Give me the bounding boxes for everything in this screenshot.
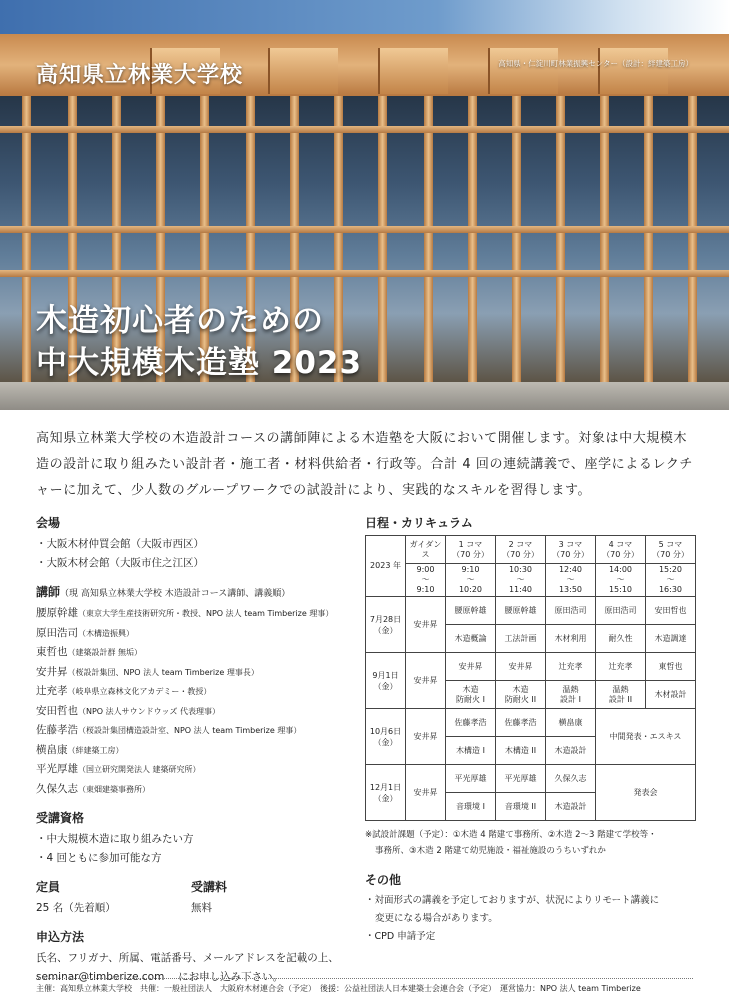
time-start: 14:00 <box>608 565 633 574</box>
topic-cell: 温熱 設計 I <box>546 681 596 709</box>
lecturer-name: 辻充孝 <box>36 685 68 697</box>
left-column <box>36 514 356 987</box>
other-line: 変更になる場合があります。 <box>375 913 498 924</box>
other-line: ・対面形式の講義を予定しておりますが、状況によりリモート講義に <box>365 895 660 906</box>
lecturer-item <box>36 741 356 761</box>
schedule-table <box>365 535 696 821</box>
lecturer-name: 腰原幹雄 <box>36 607 78 619</box>
topic-cell: 木材利用 <box>546 625 596 653</box>
lecturers-heading-sub: （現 高知県立林業大学校 木造設計コース講師、講義順） <box>60 589 291 599</box>
schedule-note <box>365 827 695 859</box>
topic-cell: 木構造 II <box>496 737 546 765</box>
column-duration: （70 分） <box>602 549 639 559</box>
hero-eave-beam <box>268 48 338 94</box>
topic-cell: 耐久性 <box>596 625 646 653</box>
topic-cell: 木造設計 <box>546 793 596 821</box>
hero-ground <box>0 382 729 410</box>
photo-credit: 高知県・仁淀川町林業振興センター（設計：絆建築工房） <box>498 59 693 68</box>
topic-cell: 温熱 設計 II <box>596 681 646 709</box>
time-cell <box>406 564 446 597</box>
lecturer-cell: 安田哲也 <box>646 597 696 625</box>
lecturer-name: 安田哲也 <box>36 704 78 717</box>
hero-column <box>424 96 433 388</box>
time-cell <box>646 564 696 597</box>
hero-column <box>22 96 31 388</box>
time-tilde: 〜 <box>516 575 525 584</box>
topic-cell: 木造概論 <box>446 625 496 653</box>
lecturer-affiliation: （国立研究開発法人 建築研究所） <box>78 765 201 774</box>
session-date <box>366 765 406 821</box>
session-day: （金） <box>373 793 398 803</box>
lecturer-affiliation: （木構造振興） <box>78 628 134 638</box>
merged-cell: 発表会 <box>596 765 696 821</box>
eligibility-item: ・中大規模木造に取り組みたい方 <box>36 833 194 845</box>
hero-column <box>556 96 565 388</box>
time-tilde: 〜 <box>666 575 675 584</box>
time-end: 13:50 <box>558 585 583 594</box>
lecturer-cell: 安井昇 <box>496 653 546 681</box>
session-row <box>366 709 696 737</box>
lecturer-cell: 横畠康 <box>546 709 596 737</box>
right-column <box>365 514 695 946</box>
schedule-time-row <box>366 564 696 597</box>
time-end: 15:10 <box>608 585 633 594</box>
topic-cell: 音環境 II <box>496 793 546 821</box>
hero-column <box>644 96 653 388</box>
time-start: 15:20 <box>658 565 683 574</box>
lecturer-cell: 佐藤孝浩 <box>496 709 546 737</box>
fee-value: 無料 <box>191 902 212 914</box>
schedule-note-line: ※試設計課題（予定）：①木造 4 階建て事務所、②木造 2〜3 階建て学校等・ <box>365 830 657 840</box>
school-name: 高知県立林業大学校 <box>36 63 244 88</box>
lecturer-cell: 平光厚雄 <box>446 765 496 793</box>
lecturer-cell: 平光厚雄 <box>496 765 546 793</box>
lecturer-name: 原田浩司 <box>36 626 78 639</box>
lecturer-cell: 佐藤孝浩 <box>446 709 496 737</box>
lecturer-cell: 辻充孝 <box>596 653 646 681</box>
time-end: 9:10 <box>416 585 435 594</box>
other-section <box>365 892 695 946</box>
hero-column <box>512 96 521 388</box>
lecturer-item <box>36 702 356 722</box>
hero-rail <box>0 226 729 233</box>
capacity-heading: 定員 <box>36 880 61 894</box>
time-end: 11:40 <box>508 585 533 594</box>
column-header <box>646 536 696 564</box>
hero-eave-beam <box>378 48 448 94</box>
lecturer-cell: 腰原幹雄 <box>496 597 546 625</box>
hero-rail <box>0 126 729 133</box>
lecturer-name: 安井昇 <box>36 665 68 678</box>
lecturer-cell: 安井昇 <box>446 653 496 681</box>
lecturer-item <box>36 721 356 741</box>
lecturer-item <box>36 780 356 800</box>
column-header: ガイダンス <box>406 536 446 564</box>
time-start: 9:00 <box>416 565 435 574</box>
fee-heading: 受講料 <box>191 880 228 894</box>
column-header <box>446 536 496 564</box>
time-tilde: 〜 <box>466 575 475 584</box>
lecturer-item <box>36 760 356 780</box>
lecturer-item <box>36 604 356 624</box>
session-date-text: 10月6日 <box>369 726 402 736</box>
lecturer-name: 久保久志 <box>36 782 78 795</box>
lecturer-cell: 原田浩司 <box>546 597 596 625</box>
guidance-cell: 安井昇 <box>406 765 446 821</box>
session-row <box>366 653 696 681</box>
hero-photo <box>0 0 729 410</box>
schedule-note-line: 事務所、③木造 2 階建て幼児施設・福祉施設のうちいずれか <box>375 846 606 856</box>
merged-cell: 中間発表・エスキス <box>596 709 696 765</box>
other-heading: その他 <box>365 873 402 887</box>
lecturer-cell: 原田浩司 <box>596 597 646 625</box>
time-end: 10:20 <box>458 585 483 594</box>
session-row <box>366 597 696 625</box>
column-duration: （70 分） <box>502 549 539 559</box>
column-label: 3 コマ <box>558 539 583 549</box>
capacity-value: 25 名（先着順） <box>36 902 116 914</box>
lecturer-cell: 久保久志 <box>546 765 596 793</box>
session-day: （金） <box>373 625 398 635</box>
lecturers-section <box>36 583 356 799</box>
session-date <box>366 709 406 765</box>
topic-cell: 木造設計 <box>546 737 596 765</box>
hero-column <box>468 96 477 388</box>
hero-column <box>378 96 387 388</box>
lecturer-affiliation: （絆建築工房） <box>67 745 124 755</box>
time-end: 16:30 <box>658 585 683 594</box>
lecturer-affiliation: （NPO 法人サウンドウッズ 代表理事） <box>78 706 221 716</box>
topic-cell: 木造調達 <box>646 625 696 653</box>
lecturers-heading <box>36 583 356 600</box>
lecturer-item <box>36 643 356 663</box>
guidance-cell: 安井昇 <box>406 709 446 765</box>
hero-column <box>688 96 697 388</box>
intro-text: 高知県立林業大学校の木造設計コースの講師陣による木造塾を大阪において開催します。対象は中大規模木造の設計に取り組みたい設計者・施工者・材料供給者・行政等。合計 4 回の連続講義で、座学によるレクチャーに加えて、少人数のグループワークでの試設計により、実践的なスキルを習得します。 <box>36 431 694 498</box>
time-cell <box>596 564 646 597</box>
footer-divider <box>36 978 693 979</box>
lecturer-name: 横畠康 <box>36 743 68 756</box>
column-duration: （70 分） <box>652 549 689 559</box>
column-label: 2 コマ <box>508 539 533 549</box>
hero-column <box>600 96 609 388</box>
session-date-text: 9月1日 <box>372 670 399 680</box>
lecturer-item <box>36 624 356 644</box>
topic-cell: 木構造 I <box>446 737 496 765</box>
eligibility-heading: 受講資格 <box>36 811 85 825</box>
time-cell <box>496 564 546 597</box>
lecturer-affiliation: （桜設計集団、NPO 法人 team Timberize 理事長） <box>67 667 259 677</box>
fee-section <box>191 878 346 918</box>
venue-item: ・大阪木材仲買会館（大阪市西区） <box>36 538 204 550</box>
apply-heading: 申込方法 <box>36 930 85 944</box>
other-line: ・CPD 申請予定 <box>365 931 436 942</box>
venue-item: ・大阪木材会館（大阪市住之江区） <box>36 557 204 569</box>
time-tilde: 〜 <box>566 575 575 584</box>
lecturer-cell: 東哲也 <box>646 653 696 681</box>
session-date-text: 7月28日 <box>369 614 402 624</box>
lecturer-affiliation: （建築設計群 無垢） <box>67 648 143 657</box>
eligibility-section <box>36 809 356 868</box>
guidance-cell: 安井昇 <box>406 653 446 709</box>
lecturer-name: 佐藤孝浩 <box>36 724 78 736</box>
session-day: （金） <box>373 737 398 747</box>
lecturer-item <box>36 663 356 683</box>
time-tilde: 〜 <box>421 575 430 584</box>
time-start: 12:40 <box>558 565 583 574</box>
time-cell <box>546 564 596 597</box>
apply-email-line[interactable]: seminar@timberize.com にお申し込み下さい。 <box>36 971 284 983</box>
session-date-text: 12月1日 <box>369 782 402 792</box>
hero-title <box>36 300 362 384</box>
time-start: 9:10 <box>461 565 480 574</box>
hero-eave-beam <box>488 48 558 94</box>
topic-cell: 木材設計 <box>646 681 696 709</box>
venue-section <box>36 514 356 573</box>
column-label: 5 コマ <box>658 539 683 549</box>
year-cell: 2023 年 <box>366 536 406 597</box>
lecturer-affiliation: （岐阜県立森林文化アカデミー・教授） <box>67 687 212 696</box>
hero-rail <box>0 270 729 277</box>
schedule-heading: 日程・カリキュラム <box>365 516 473 530</box>
hero-sky <box>0 0 729 34</box>
time-start: 10:30 <box>508 565 533 574</box>
column-duration: （70 分） <box>552 549 589 559</box>
schedule-header-row <box>366 536 696 564</box>
session-day: （金） <box>373 681 398 691</box>
topic-cell: 音環境 I <box>446 793 496 821</box>
column-label: 1 コマ <box>458 539 483 549</box>
session-row <box>366 765 696 793</box>
lecturer-item <box>36 682 356 702</box>
topic-cell: 木造 防耐火 II <box>496 681 546 709</box>
column-label: 4 コマ <box>608 539 633 549</box>
capacity-fee-row <box>36 878 356 918</box>
lecturer-name: 東哲也 <box>36 646 68 658</box>
apply-line: 氏名、フリガナ、所属、電話番号、メールアドレスを記載の上、 <box>36 952 339 964</box>
time-tilde: 〜 <box>616 575 625 584</box>
hero-eave-beam <box>598 48 668 94</box>
lecturer-affiliation: （桜設計集団構造設計室、NPO 法人 team Timberize 理事） <box>78 726 302 735</box>
footer-organizers: 主催：高知県立林業大学校 共催：一般社団法人 大阪府木材連合会（予定） 後援：公益社団法人日本建築士会連合会（予定） 運営協力：NPO 法人 team Timberize <box>36 984 641 993</box>
hero-title-line2: 中大規模木造塾 2023 <box>36 345 363 381</box>
session-date <box>366 653 406 709</box>
venue-heading: 会場 <box>36 516 61 530</box>
topic-cell: 工法計画 <box>496 625 546 653</box>
topic-cell: 木造 防耐火 I <box>446 681 496 709</box>
lecturers-heading-label: 講師 <box>36 585 61 599</box>
session-date <box>366 597 406 653</box>
lecturer-cell: 辻充孝 <box>546 653 596 681</box>
time-cell <box>446 564 496 597</box>
lecturer-affiliation: （東京大学生産技術研究所・教授、NPO 法人 team Timberize 理事） <box>78 609 334 618</box>
guidance-cell: 安井昇 <box>406 597 446 653</box>
column-header <box>596 536 646 564</box>
eligibility-item: ・4 回ともに参加可能な方 <box>36 852 162 864</box>
lecturer-cell: 腰原幹雄 <box>446 597 496 625</box>
column-header <box>546 536 596 564</box>
column-duration: （70 分） <box>452 549 489 559</box>
capacity-section <box>36 878 191 918</box>
hero-title-line1: 木造初心者のための <box>36 303 324 339</box>
lecturer-affiliation: （東畑建築事務所） <box>78 784 150 794</box>
column-header <box>496 536 546 564</box>
lecturer-name: 平光厚雄 <box>36 763 78 775</box>
